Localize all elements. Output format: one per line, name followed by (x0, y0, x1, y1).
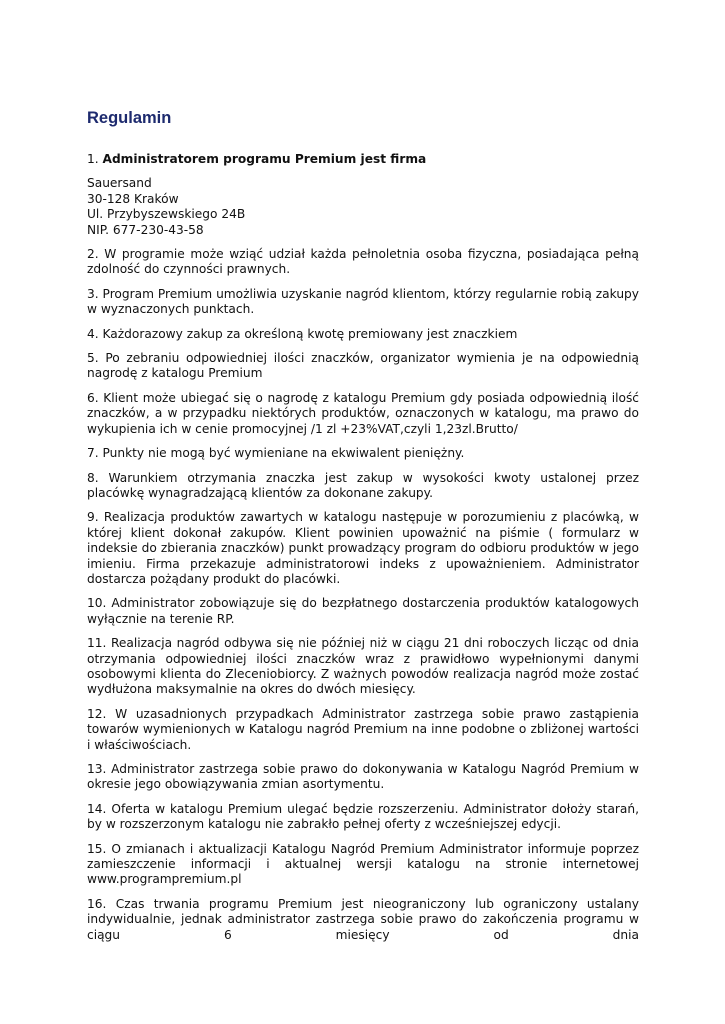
paragraph-1-number: 1. (87, 152, 103, 166)
address-line: Sauersand (87, 176, 152, 191)
paragraph-10: 10. Administrator zobowiązuje się do bezpłatnego dostarczenia produktów katalogowych wyłącznie na terenie RP. (87, 596, 639, 626)
paragraph-9: 9. Realizacja produktów zawartych w katalogu następuje w porozumieniu z placówką, w której klient dokonał zakupów. Klient powinien upoważnić na piśmie ( formularz w indeksie do zbierania znaczków) punkt prowadzący program do odbioru produktów w jego imieniu. Firma przekazuje administratorowi indeks z upoważnieniem. Administrator dostarcza pożądany produkt do placówki. (87, 510, 639, 586)
paragraph-8: 8. Warunkiem otrzymania znaczka jest zakup w wysokości kwoty ustalonej przez placówkę wynagradzającą klientów za dokonane zakupy. (87, 470, 639, 500)
address-line: Ul. Przybyszewskiego 24B (87, 207, 246, 222)
paragraph-4: 4. Każdorazowy zakup za określoną kwotę premiowany jest znaczkiem (87, 326, 518, 341)
paragraph-7: 7. Punkty nie mogą być wymieniane na ekwiwalent pieniężny. (87, 446, 465, 461)
paragraph-14: 14. Oferta w katalogu Premium ulegać będzie rozszerzeniu. Administrator dołoży starań, by w rozszerzonym katalogu nie zabrakło pełnej oferty z wcześniejszej edycji. (87, 801, 639, 832)
paragraph-12: 12. W uzasadnionych przypadkach Administrator zastrzega sobie prawo zastąpienia towarów wymienionych w Katalogu nagród Premium na inne podobne o zbliżonej wartości i właściwościach. (87, 706, 639, 752)
paragraph-2: 2. W programie może wziąć udział każda pełnoletnia osoba fizyczna, posiadająca pełną zdolność do czynności prawnych. (87, 247, 639, 277)
paragraph-13: 13. Administrator zastrzega sobie prawo do dokonywania w Katalogu Nagród Premium w okresie jego obowiązywania zmian asortymentu. (87, 762, 639, 792)
paragraph-6: 6. Klient może ubiegać się o nagrodę z katalogu Premium gdy posiada odpowiednią ilość znaczków, a w przypadku niektórych produktów, oznaczonych w katalogu, ma prawo do wykupienia ich w cenie promocyjnej /1 zl +23%VAT,czyli 1,23zl.Brutto/ (87, 390, 639, 436)
company-address (87, 176, 639, 238)
address-line: NIP. 677-230-43-58 (87, 222, 204, 237)
paragraph-1 (87, 152, 639, 167)
paragraph-15: 15. O zmianach i aktualizacji Katalogu Nagród Premium Administrator informuje poprzez zamieszczenie informacji i aktualnej wersji katalogu na stronie internetowej www.programpremium.pl (87, 841, 639, 887)
address-line: 30-128 Kraków (87, 191, 179, 206)
paragraph-5: 5. Po zebraniu odpowiedniej ilości znaczków, organizator wymienia je na odpowiednią nagrodę z katalogu Premium (87, 351, 639, 381)
paragraph-1-text: Administratorem programu Premium jest firma (102, 152, 427, 166)
paragraph-16: 16. Czas trwania programu Premium jest nieograniczony lub ograniczony ustalany indywidualnie, jednak administrator zastrzega sobie prawo do zakończenia programu w ciągu 6 miesięcy od dnia (87, 896, 639, 942)
document-title: Regulamin (87, 109, 172, 127)
paragraph-3: 3. Program Premium umożliwia uzyskanie nagród klientom, którzy regularnie robią zakupy w wyznaczonych punktach. (87, 286, 639, 317)
paragraph-11: 11. Realizacja nagród odbywa się nie później niż w ciągu 21 dni roboczych licząc od dnia otrzymania odpowiedniej ilości znaczków wraz z prawidłowo wypełnionymi danymi osobowymi klienta do Zleceniobiorcy. Z ważnych powodów realizacja nagród może zostać wydłużona maksymalnie na okres do dwóch miesięcy. (87, 636, 639, 697)
